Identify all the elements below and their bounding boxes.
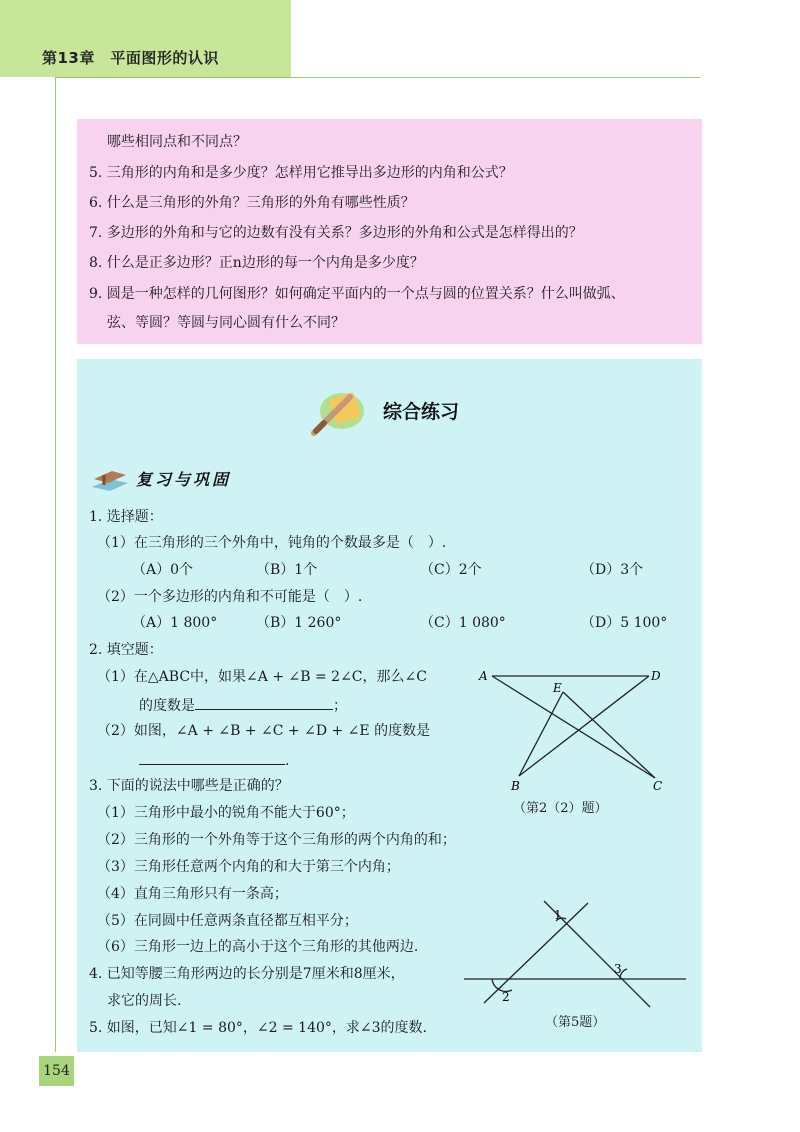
q1-2-option-b: （B）1 260° [256, 615, 342, 631]
question-2-1: （1）在△ABC中，如果∠A + ∠B = 2∠C，那么∠C [97, 669, 427, 685]
figure2-label-angle-3: 3 [614, 962, 622, 976]
question-2-2-blank-line [139, 750, 289, 770]
question-3: 3. 下面的说法中哪些是正确的？ [89, 778, 289, 794]
figure-angles [460, 895, 692, 1010]
figure2-label-angle-2: 2 [502, 990, 510, 1004]
question-1: 1. 选择题： [89, 509, 163, 525]
question-2-2-end: . [285, 753, 290, 769]
q1-2-option-d: （D）5 100° [581, 615, 668, 631]
section-title: 综合练习 [383, 401, 460, 423]
review-book-icon [90, 465, 130, 491]
margin-rule [55, 77, 56, 1052]
q1-1-option-a: （A）0个 [132, 562, 194, 578]
review-question-7: 7. 多边形的外角和与它的边数有没有关系？多边形的外角和公式是怎样得出的？ [89, 225, 583, 241]
question-1-1: （1）在三角形的三个外角中，钝角的个数最多是（ ）. [97, 535, 447, 551]
review-question-6: 6. 什么是三角形的外角？三角形的外角有哪些性质？ [89, 195, 415, 211]
figure1-label-e: E [553, 681, 562, 695]
question-2: 2. 填空题： [89, 642, 163, 658]
page-number: 154 [39, 1056, 74, 1086]
question-3-item-5: （5）在同圆中任意两条直径都互相平分； [97, 913, 358, 929]
figure1-label-c: C [653, 779, 663, 793]
question-4: 4. 已知等腰三角形两边的长分别是7厘米和8厘米， [89, 966, 405, 982]
q1-1-option-c: （C）2个 [420, 562, 482, 578]
question-2-2: （2）如图，∠A + ∠B + ∠C + ∠D + ∠E 的度数是 [97, 723, 431, 739]
q1-2-option-a: （A）1 800° [132, 615, 218, 631]
question-3-item-1: （1）三角形中最小的锐角不能大于60°； [97, 805, 355, 821]
review-question-5: 5. 三角形的内角和是多少度？怎样用它推导出多边形的内角和公式？ [89, 165, 513, 181]
subsection-title: 复习与巩固 [136, 470, 232, 489]
figure1-label-b: B [511, 779, 520, 793]
review-question-continuation: 哪些相同点和不同点？ [107, 134, 247, 150]
header-rule [55, 77, 700, 78]
answer-blank-2-2[interactable] [139, 750, 285, 765]
question-5: 5. 如图，已知∠1 = 80°，∠2 = 140°，求∠3的度数. [89, 1020, 427, 1036]
question-3-item-2: （2）三角形的一个外角等于这个三角形的两个内角的和； [97, 832, 456, 848]
review-question-9-cont: 弦、等圆？等圆与同心圆有什么不同？ [107, 315, 345, 331]
answer-blank-2-1[interactable] [195, 695, 333, 710]
figure1-label-d: D [651, 669, 661, 683]
review-question-9: 9. 圆是一种怎样的几何图形？如何确定平面内的一个点与圆的位置关系？什么叫做弧、 [89, 286, 625, 302]
figure2-label-angle-1: 1 [554, 908, 562, 922]
figure2-caption: （第5题） [545, 1015, 606, 1030]
question-3-item-3: （3）三角形任意两个内角的和大于第三个内角； [97, 859, 400, 875]
q1-1-option-b: （B）1个 [256, 562, 318, 578]
chapter-title: 第13章 平面图形的认识 [42, 49, 219, 67]
section-emblem-icon [308, 383, 372, 439]
q1-1-option-d: （D）3个 [581, 562, 644, 578]
question-4-cont: 求它的周长. [107, 993, 182, 1009]
question-3-item-4: （4）直角三角形只有一条高； [97, 886, 288, 902]
figure1-caption: （第2（2）题） [513, 801, 608, 816]
review-question-8: 8. 什么是正多边形？正n边形的每一个内角是多少度？ [89, 255, 424, 271]
question-2-1-end: ； [333, 698, 347, 714]
figure1-label-a: A [479, 669, 488, 683]
question-1-2: （2）一个多边形的内角和不可能是（ ）. [97, 589, 363, 605]
figure-star-pentagon [475, 664, 675, 794]
question-2-1-blank-line [139, 695, 347, 715]
question-3-item-6: （6）三角形一边上的高小于这个三角形的其他两边. [97, 939, 419, 955]
chapter-header-band [0, 0, 291, 77]
question-2-1-cont: 的度数是 [139, 698, 195, 714]
q1-2-option-c: （C）1 080° [420, 615, 506, 631]
